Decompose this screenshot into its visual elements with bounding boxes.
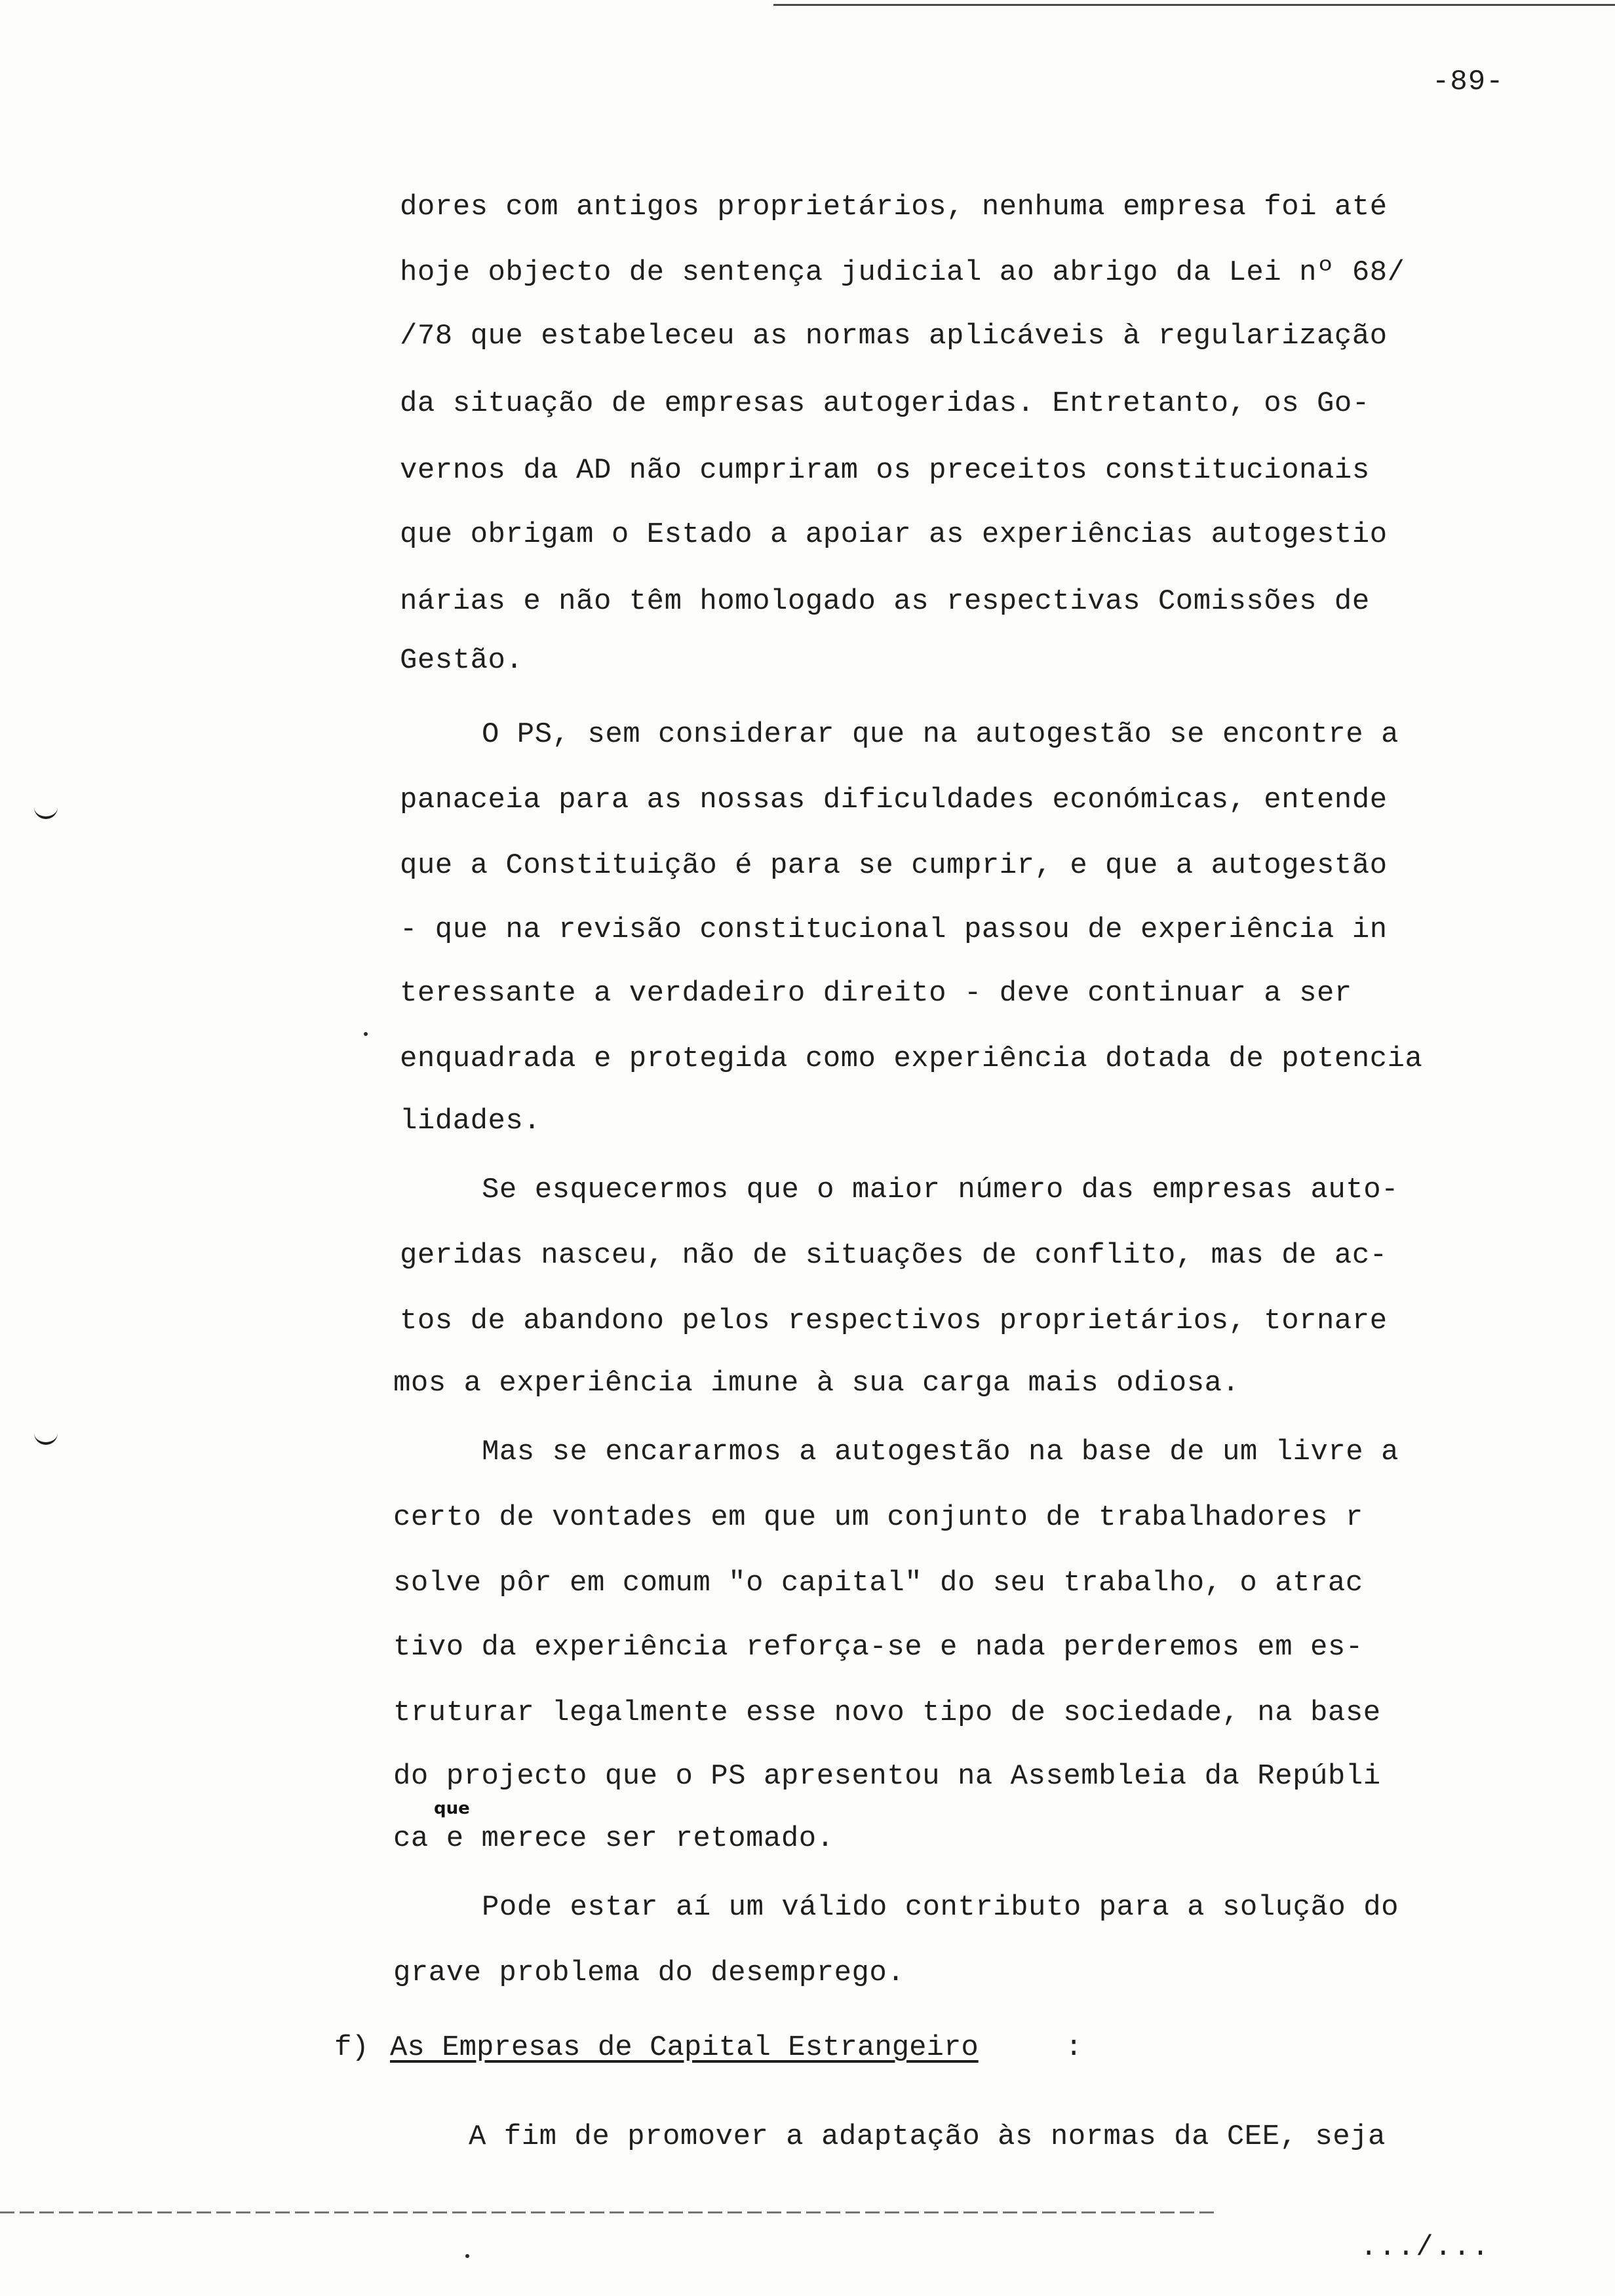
top-rule — [773, 4, 1615, 6]
body-line: Mas se encararmos a autogestão na base de um livre a — [482, 1436, 1399, 1468]
body-line: dores com antigos proprietários, nenhuma empresa foi até — [400, 191, 1388, 223]
body-line: nárias e não têm homologado as respectivas Comissões de — [400, 585, 1370, 618]
margin-dot — [364, 1032, 368, 1036]
body-line: geridas nasceu, não de situações de conflito, mas de ac- — [400, 1239, 1388, 1272]
body-line: mos a experiência imune à sua carga mais odiosa. — [393, 1367, 1240, 1400]
body-line: /78 que estabeleceu as normas aplicáveis à regularização — [400, 320, 1388, 353]
body-line: hoje objecto de sentença judicial ao abrigo da Lei nº 68/ — [400, 256, 1405, 289]
continuation-mark: .../... — [1360, 2231, 1490, 2264]
body-line: panaceia para as nossas dificuldades económicas, entende — [400, 784, 1388, 816]
body-line: Gestão. — [400, 644, 524, 677]
body-line: que obrigam o Estado a apoiar as experiências autogestio — [400, 518, 1388, 551]
body-line: solve pôr em comum "o capital" do seu trabalho, o atrac — [393, 1567, 1363, 1599]
body-line: que a Constituição é para se cumprir, e que a autogestão — [400, 849, 1388, 882]
margin-dot — [465, 2254, 469, 2258]
margin-mark — [34, 1432, 58, 1445]
body-line: grave problema do desemprego. — [393, 1957, 905, 1989]
body-line: lidades. — [400, 1105, 541, 1138]
body-line: - que na revisão constitucional passou de experiência in — [400, 913, 1388, 946]
body-line: enquadrada e protegida como experiência dotada de potencia — [400, 1043, 1423, 1075]
body-line: Pode estar aí um válido contributo para a solução do — [482, 1891, 1399, 1924]
margin-mark — [34, 806, 58, 819]
body-line: vernos da AD não cumpriram os preceitos constitucionais — [400, 454, 1370, 487]
handwritten-insert: que — [434, 1799, 470, 1818]
body-line: Se esquecermos que o maior número das empresas auto- — [482, 1174, 1399, 1206]
body-line: truturar legalmente esse novo tipo de sociedade, na base — [393, 1696, 1381, 1729]
section-title: As Empresas de Capital Estrangeiro — [390, 2031, 979, 2064]
section-colon: : — [1065, 2031, 1083, 2064]
section-marker: f) — [334, 2031, 369, 2064]
body-line: tivo da experiência reforça-se e nada perderemos em es- — [393, 1631, 1363, 1664]
body-line: A fim de promover a adaptação às normas da CEE, seja — [469, 2120, 1386, 2153]
page-number: -89- — [1432, 66, 1504, 98]
body-line: teressante a verdadeiro direito - deve continuar a ser — [400, 977, 1352, 1010]
body-line: do projecto que o PS apresentou na Assembleia da Repúbli — [393, 1760, 1381, 1793]
body-line: da situação de empresas autogeridas. Entretanto, os Go- — [400, 387, 1370, 420]
body-line: O PS, sem considerar que na autogestão se encontre a — [482, 718, 1399, 751]
body-line: certo de vontades em que um conjunto de trabalhadores r — [393, 1501, 1363, 1534]
bottom-rule — [0, 2211, 1219, 2213]
body-line: ca e merece ser retomado. — [393, 1822, 834, 1855]
body-line: tos de abandono pelos respectivos proprietários, tornare — [400, 1305, 1388, 1337]
